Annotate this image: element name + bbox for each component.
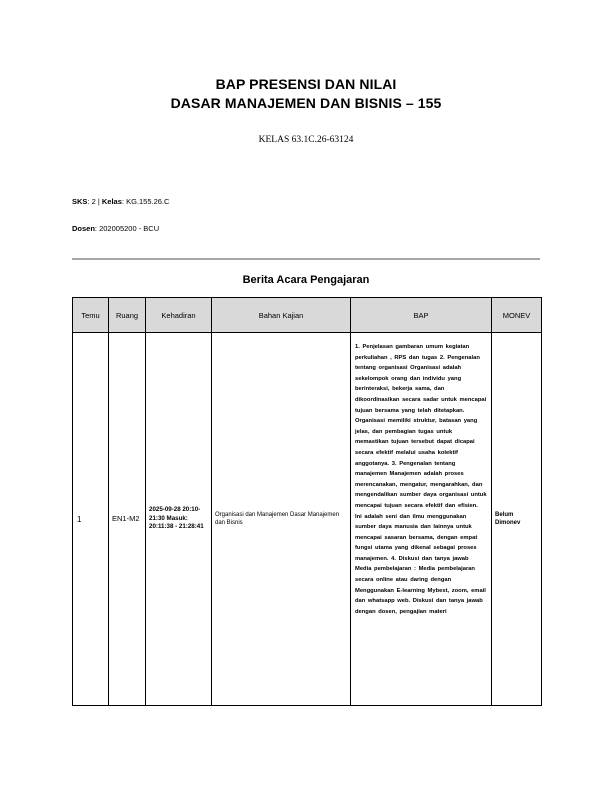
column-header-bap: BAP <box>351 298 492 333</box>
cell-temu: 1 <box>73 333 109 706</box>
sks-value: : 2 | <box>87 197 102 206</box>
column-header-kehadiran: Kehadiran <box>146 298 212 333</box>
section-title: Berita Acara Pengajaran <box>242 274 370 286</box>
cell-bahan-kajian: Organisasi dan Manajemen Dasar Manajemen dan Bisnis <box>212 333 351 706</box>
cell-ruang: EN1-M2 <box>109 333 146 706</box>
teaching-record-table <box>72 297 542 706</box>
dosen-value: : 202005200 - BCU <box>94 224 160 233</box>
column-header-ruang: Ruang <box>109 298 146 333</box>
divider <box>72 258 540 260</box>
class-code: KELAS 63.1C.26-63124 <box>258 135 354 145</box>
course-title: DASAR MANAJEMEN DAN BISNIS – 155 <box>170 95 442 111</box>
table-row <box>73 333 542 706</box>
cell-bap: 1. Penjelasan gambaran umum kegiatan perkuliahan , RPS dan tugas 2. Pengenalan tentang organisasi Organisasi adalah sekelompok orang dan individu yang berinteraksi, bekerja sama, dan dikoordinasikan secara sadar untuk mencapai tujuan bersama yang telah ditetapkan. Organisasi memiliki struktur, batasan yang jelas, dan pembagian tugas untuk memastikan tujuan tersebut dapat dicapai secara efektif melalui usaha kolektif anggotanya. 3. Pengenalan tentang manajemen Manajemen adalah proses merencanakan, mengatur, mengarahkan, dan mengendalikan sumber daya organisasi untuk mencapai tujuan secara efektif dan efisien. Ini adalah seni dan ilmu menggunakan sumber daya manusia dan lainnya untuk mencapai sasaran bersama, dengan empat fungsi utama yang dikenal sebagai proses manajemen. 4. Diskusi dan tanya jawab Media pembelajaran : Media pembelajaran secara online atau daring dengan Menggunakan E-learning Mybest, zoom, email dan whatsapp web. Diskusi dan tanya jawab dengan dosen, pengajian materi <box>351 333 492 706</box>
column-header-bahan-kajian: Bahan Kajian <box>212 298 351 333</box>
kelas-value: : KG.155.26.C <box>121 197 170 206</box>
document-title: BAP PRESENSI DAN NILAI <box>215 76 397 92</box>
table-header-row <box>73 298 542 333</box>
sks-label: SKS <box>72 197 88 206</box>
column-header-monev: MONEV <box>492 298 542 333</box>
cell-kehadiran: 2025-09-28 20:10-21:30 Masuk: 20:11:38 - 21:28:41 <box>146 333 212 706</box>
cell-monev: Belum Dimonev <box>492 333 542 706</box>
sks-class-line <box>72 197 169 206</box>
lecturer-line <box>72 224 159 233</box>
column-header-temu: Temu <box>73 298 109 333</box>
kelas-label: Kelas <box>101 197 122 206</box>
dosen-label: Dosen <box>72 224 95 233</box>
